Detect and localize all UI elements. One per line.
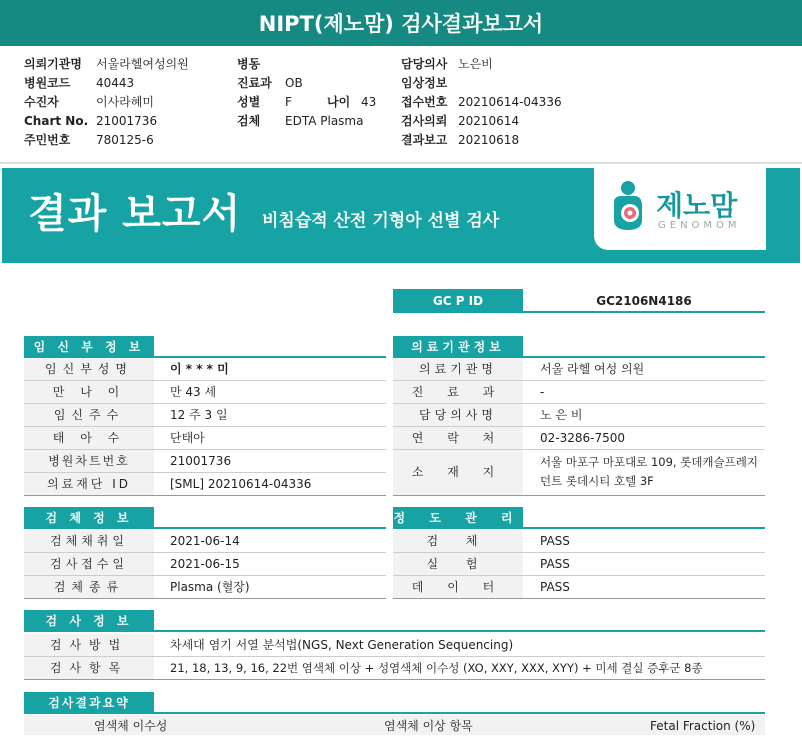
row-value: 이 * * * 미 [170, 362, 229, 376]
row-value: PASS [540, 580, 570, 594]
row-value: 2021-06-14 [170, 534, 240, 548]
hdr-label: 성별 [237, 95, 261, 109]
specimen-info-header: 검 체 정 보 [24, 507, 154, 529]
pregnant-info-header: 임 신 부 정 보 [24, 336, 154, 358]
row-label: 검체종류 [24, 576, 154, 598]
hdr-label: 검사의뢰 [401, 114, 448, 128]
row-label: 임신부성명 [24, 358, 154, 380]
row-separator [24, 598, 386, 599]
row-label: 임신주수 [24, 404, 154, 426]
mother-baby-icon [608, 180, 648, 232]
hdr-value: F [285, 95, 292, 109]
hdr-label: 담당의사 [401, 57, 448, 71]
row-separator [24, 495, 386, 496]
address-line-1: 서울 마포구 마포대로 109, 롯데캐슬프레지 [540, 455, 758, 469]
hdr-label: 수진자 [24, 95, 59, 109]
section-rule [154, 630, 765, 632]
hdr-value: OB [285, 76, 303, 90]
row-value: 서울 라헬 여성 의원 [540, 362, 645, 376]
section-rule [154, 712, 765, 714]
row-value: Plasma (혈장) [170, 580, 250, 594]
row-label: 검사항목 [24, 657, 154, 679]
genomom-logo [594, 168, 766, 250]
hdr-label: 의뢰기관명 [24, 57, 82, 71]
age-label: 나이 [327, 95, 351, 109]
row-label: 의료재단 ID [24, 473, 154, 495]
age-value: 43 [361, 95, 377, 109]
address-line-2: 던트 롯데시티 호텔 3F [540, 474, 654, 488]
row-label: 검사접수일 [24, 553, 154, 575]
hdr-label: 병동 [237, 57, 261, 71]
column-header: 염색체 이수성 [94, 719, 168, 733]
row-value: [SML] 20210614-04336 [170, 477, 312, 491]
summary-column-headers [24, 715, 765, 735]
qc-info-header: 정 도 관 리 [393, 507, 523, 529]
row-label: 검 체 [393, 530, 523, 552]
row-label: 만 나 이 [24, 381, 154, 403]
row-value: - [540, 385, 545, 399]
row-label: 실 험 [393, 553, 523, 575]
hdr-label: 결과보고 [401, 133, 448, 147]
row-label: 담당의사명 [393, 404, 523, 426]
row-separator [24, 679, 765, 680]
test-info-header: 검 사 정 보 [24, 610, 154, 632]
row-value: 만 43 세 [170, 385, 217, 399]
row-label: 병원차트번호 [24, 450, 154, 472]
row-value: PASS [540, 557, 570, 571]
banner-title: 결과 보고서 [28, 191, 242, 237]
row-value: 21, 18, 13, 9, 16, 22번 염색체 이상 + 성염색체 이수성 (XO, XXY, XXX, XYY) + 미세 결실 증후군 8종 [170, 661, 703, 675]
hdr-value: 20210614 [458, 114, 520, 128]
report-title: NIPT(제노맘) 검사결과보고서 [0, 0, 802, 46]
hdr-value: 서울라헬여성의원 [96, 57, 189, 71]
hdr-value: 이사라혜미 [96, 95, 154, 109]
row-value: 차세대 염기 서열 분석법(NGS, Next Generation Sequencing) [170, 638, 514, 652]
hdr-label: 접수번호 [401, 95, 448, 109]
row-value: 12 주 3 일 [170, 408, 228, 422]
hdr-label: 병원코드 [24, 76, 71, 90]
row-value: 21001736 [170, 454, 232, 468]
hdr-value: 40443 [96, 76, 135, 90]
row-label: 검사방법 [24, 634, 154, 656]
row-label: 진 료 과 [393, 381, 523, 403]
row-value: 02-3286-7500 [540, 431, 626, 445]
header-col3 [401, 55, 562, 150]
header-separator [0, 162, 802, 164]
logo-subtitle: GENOMOM [658, 220, 741, 231]
column-header: 염색체 이상 항목 [384, 719, 473, 733]
section-rule [523, 527, 765, 529]
header-col1 [24, 55, 189, 150]
institution-info-header: 의료기관정보 [393, 336, 523, 358]
row-label: 연 락 처 [393, 427, 523, 449]
row-label: 검체채취일 [24, 530, 154, 552]
row-label: 소 재 지 [393, 450, 523, 495]
hdr-value: 20210618 [458, 133, 520, 147]
hdr-value: 780125-6 [96, 133, 154, 147]
section-rule [154, 527, 386, 529]
banner-subtitle: 비침습적 산전 기형아 선별 검사 [262, 211, 500, 231]
logo-name: 제노맘 [656, 189, 738, 222]
hdr-value: EDTA Plasma [285, 114, 364, 128]
row-value: 노 은 비 [540, 408, 583, 422]
column-header: Fetal Fraction (%) [650, 719, 756, 733]
row-separator [393, 598, 765, 599]
row-separator [393, 495, 765, 496]
hdr-label: 진료과 [237, 76, 272, 90]
hdr-value: 노은비 [458, 57, 493, 71]
row-label: 태 아 수 [24, 427, 154, 449]
row-label: 의료기관명 [393, 358, 523, 380]
hdr-value: 20210614-04336 [458, 95, 562, 109]
hdr-label: 검체 [237, 114, 261, 128]
row-value: PASS [540, 534, 570, 548]
row-label: 데 이 터 [393, 576, 523, 598]
row-value: 2021-06-15 [170, 557, 240, 571]
row-value: 단태아 [170, 431, 205, 445]
hdr-label: 주민번호 [24, 133, 71, 147]
gcp-id-value: GC2106N4186 [523, 289, 765, 313]
hdr-value: 21001736 [96, 114, 158, 128]
header-col2 [237, 55, 376, 131]
hdr-label: 임상정보 [401, 76, 448, 90]
hdr-label: Chart No. [24, 114, 89, 128]
summary-header: 검사결과요약 [24, 692, 154, 714]
gcp-id-label: GC P ID [393, 289, 523, 313]
